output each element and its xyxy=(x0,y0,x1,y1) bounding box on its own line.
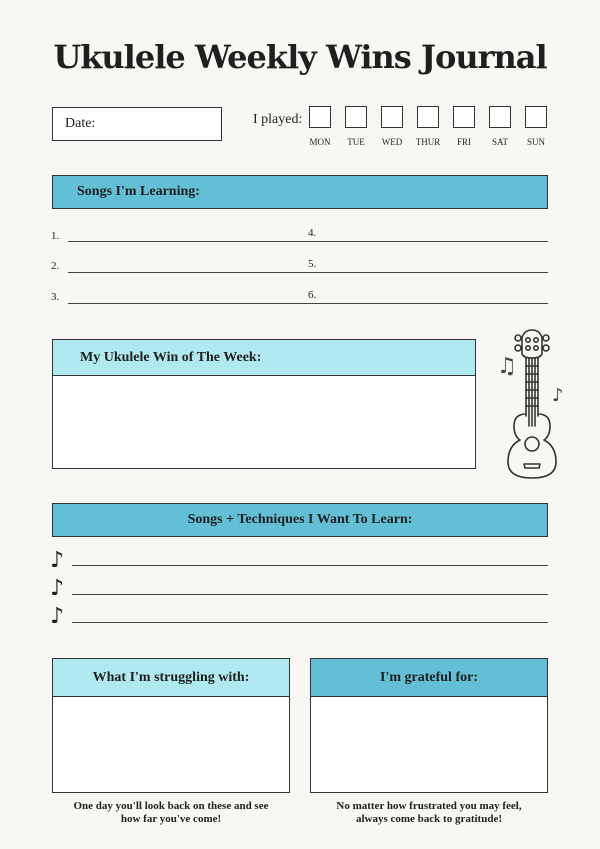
write-line[interactable] xyxy=(72,594,548,595)
songs-learning-heading xyxy=(52,175,548,209)
day-label: FRI xyxy=(456,137,471,147)
day-sat[interactable] xyxy=(489,106,511,147)
day-wed[interactable] xyxy=(381,106,403,147)
music-note-icon: ♪ xyxy=(552,385,564,406)
want-to-learn-heading xyxy=(52,503,548,537)
write-line[interactable] xyxy=(68,303,548,304)
music-note-icon: ♫ xyxy=(497,354,517,379)
played-label: I played: xyxy=(253,112,303,127)
footer-line: always come back to gratitude! xyxy=(355,813,503,825)
line-number: 5. xyxy=(308,258,317,270)
write-line[interactable] xyxy=(72,565,548,566)
day-tue[interactable] xyxy=(345,106,367,147)
day-label: THUR xyxy=(415,137,441,147)
day-checkbox[interactable] xyxy=(309,106,331,128)
want-to-learn-title: Songs + Techniques I Want To Learn: xyxy=(187,512,413,527)
grateful-heading xyxy=(310,658,548,697)
win-heading xyxy=(52,339,476,376)
line-number: 4. xyxy=(308,227,317,239)
date-field[interactable] xyxy=(52,107,222,141)
day-label: SAT xyxy=(491,137,508,147)
music-note-icon: ♪ xyxy=(50,604,65,629)
grateful-title: I'm grateful for: xyxy=(380,669,478,685)
date-label: Date: xyxy=(65,116,96,131)
day-checkbox[interactable] xyxy=(453,106,475,128)
day-checkbox[interactable] xyxy=(417,106,439,128)
win-title: My Ukulele Win of The Week: xyxy=(80,349,262,365)
page-title: Ukulele Weekly Wins Journal xyxy=(53,38,547,76)
day-thur[interactable] xyxy=(417,106,439,147)
songs-learning-title: Songs I'm Learning: xyxy=(77,184,200,199)
day-mon[interactable] xyxy=(309,106,331,147)
struggling-title: What I'm struggling with: xyxy=(92,669,250,685)
line-number: 2. xyxy=(51,260,60,272)
line-number: 1. xyxy=(51,230,60,242)
day-fri[interactable] xyxy=(453,106,475,147)
line-number: 3. xyxy=(51,291,60,303)
write-line[interactable] xyxy=(68,241,548,242)
day-checkbox[interactable] xyxy=(489,106,511,128)
day-sun[interactable] xyxy=(525,106,547,147)
day-label: WED xyxy=(381,137,403,147)
write-line[interactable] xyxy=(72,622,548,623)
music-note-icon: ♪ xyxy=(50,576,65,601)
footer-line: how far you've come! xyxy=(120,813,222,825)
day-checkbox[interactable] xyxy=(381,106,403,128)
day-label: TUE xyxy=(347,137,365,147)
footer-line: One day you'll look back on these and see xyxy=(73,800,269,812)
struggling-heading xyxy=(52,658,290,697)
struggling-footer xyxy=(52,800,290,826)
day-label: SUN xyxy=(526,137,545,147)
ukulele-icon xyxy=(492,326,572,486)
line-number: 6. xyxy=(308,289,317,301)
footer-line: No matter how frustrated you may feel, xyxy=(336,800,522,812)
music-note-icon: ♪ xyxy=(50,548,65,573)
day-checkbox[interactable] xyxy=(525,106,547,128)
day-label: MON xyxy=(309,137,331,147)
write-line[interactable] xyxy=(68,272,548,273)
grateful-footer xyxy=(310,800,548,826)
day-checkbox[interactable] xyxy=(345,106,367,128)
